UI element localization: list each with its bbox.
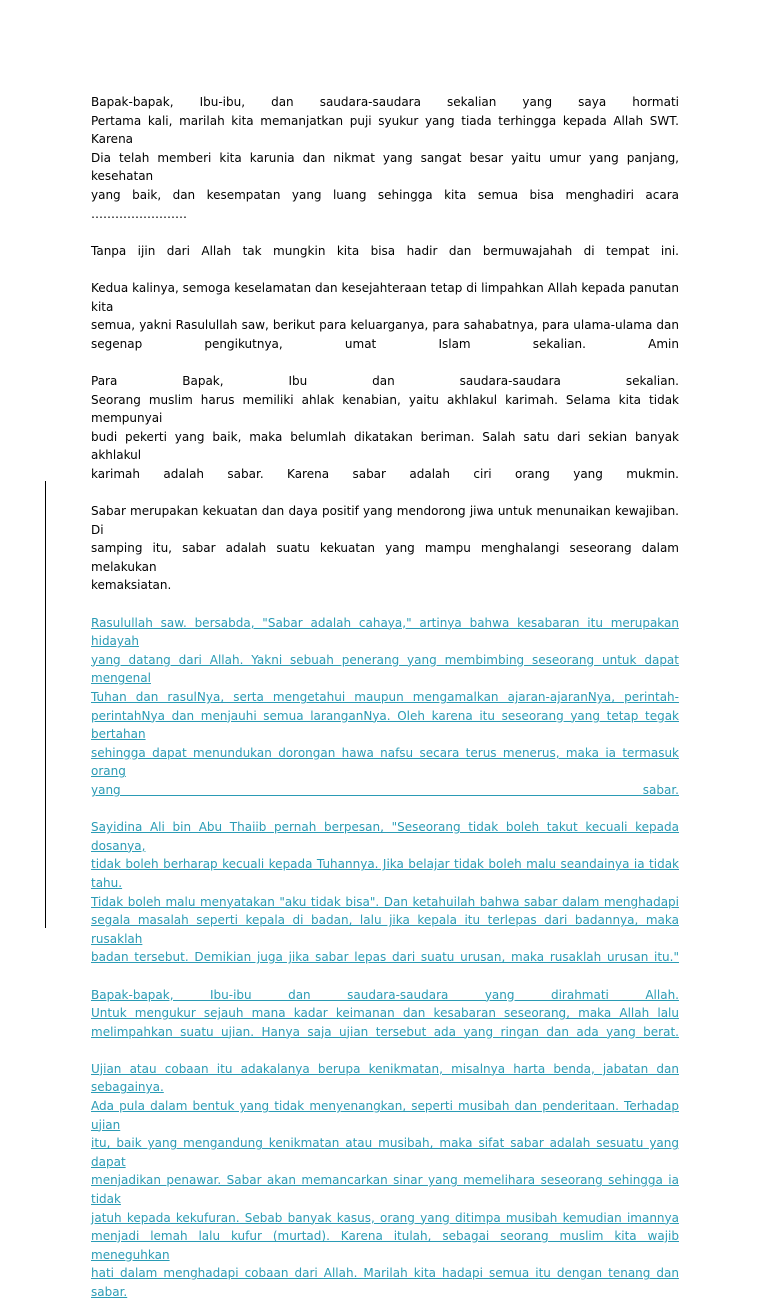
- text-line: Tanpa ijin dari Allah tak mungkin kita bisa hadir dan bermuwajahah di tempat ini.: [91, 243, 679, 258]
- link-line[interactable]: segala masalah seperti kepala di badan, lalu jika kepala itu terlepas dari badannya, maka rusaklah: [91, 913, 679, 946]
- text-line: budi pekerti yang baik, maka belumlah dikatakan beriman. Salah satu dari sekian banyak akhlakul: [91, 429, 679, 463]
- text-line: Sabar merupakan kekuatan dan daya positif yang mendorong jiwa untuk menunaikan kewajiban. Di: [91, 504, 679, 537]
- link-line[interactable]: itu, baik yang mengandung kenikmatan atau musibah, maka sifat sabar adalah sesuatu yang dapat: [91, 1136, 679, 1169]
- change-bar: [45, 481, 46, 928]
- text-line: Bapak-bapak, Ibu-ibu, dan saudara-saudara sekalian yang saya hormati: [91, 95, 679, 109]
- link-line[interactable]: menjadikan penawar. Sabar akan memancarkan sinar yang memelihara seseorang sehingga ia tidak: [91, 1173, 679, 1207]
- link-paragraph-ujian-cobaan[interactable]: [91, 1060, 679, 1302]
- paragraph-greeting: [91, 93, 679, 223]
- link-line[interactable]: Tidak boleh malu menyatakan "aku tidak bisa". Dan ketahuilah bahwa sabar dalam menghadapi: [91, 894, 679, 909]
- text-line: semua, yakni Rasulullah saw, berikut para keluarganya, para sahabatnya, para ulama-ulama dan: [91, 318, 679, 333]
- linked-section: [91, 614, 679, 1302]
- text-line: Para Bapak, Ibu dan saudara-saudara sekalian.: [91, 373, 679, 388]
- link-line[interactable]: Tuhan dan rasulNya, serta mengetahui maupun mengamalkan ajaran-ajaranNya, perintah-: [91, 690, 679, 704]
- text-line: Pertama kali, marilah kita memanjatkan puji syukur yang tiada terhingga kepada Allah SWT. Karena: [91, 113, 679, 147]
- link-line[interactable]: yang datang dari Allah. Yakni sebuah penerang yang membimbing seseorang untuk dapat mengenal: [91, 652, 679, 686]
- paragraph-para-bapak: [91, 372, 679, 484]
- link-paragraph-sayidina-ali[interactable]: [91, 818, 679, 967]
- text-line: karimah adalah sabar. Karena sabar adalah ciri orang yang mukmin.: [91, 466, 679, 481]
- link-line[interactable]: Bapak-bapak, Ibu-ibu dan saudara-saudara yang dirahmati Allah.: [91, 987, 679, 1002]
- link-line[interactable]: menjadi lemah lalu kufur (murtad). Karena itulah, sebagai seorang muslim kita wajib meneguhkan: [91, 1229, 679, 1262]
- text-line: Seorang muslim harus memiliki ahlak kenabian, yaitu akhlakul karimah. Selama kita tidak mempunyai: [91, 392, 679, 426]
- paragraph-ijin: [91, 242, 679, 261]
- link-line[interactable]: badan tersebut. Demikian juga jika sabar lepas dari suatu urusan, maka rusaklah urusan itu.": [91, 950, 679, 965]
- text-line: kemaksiatan.: [91, 578, 172, 593]
- text-line: ……………………: [91, 206, 187, 221]
- link-line[interactable]: sehingga dapat menundukan dorongan hawa nafsu secara terus menerus, maka ia termasuk orang: [91, 745, 679, 779]
- paragraph-sabar: [91, 502, 679, 595]
- text-line: Kedua kalinya, semoga keselamatan dan kesejahteraan tetap di limpahkan Allah kepada panutan kita: [91, 280, 679, 314]
- text-line: segenap pengikutnya, umat Islam sekalian. Amin: [91, 336, 679, 351]
- link-paragraph-ujian-intro[interactable]: [91, 986, 679, 1042]
- link-line[interactable]: Untuk mengukur sejauh mana kadar keimanan dan kesabaran seseorang, maka Allah lalu: [91, 1006, 679, 1021]
- link-paragraph-rasulullah[interactable]: [91, 614, 679, 800]
- link-line[interactable]: melimpahkan suatu ujian. Hanya saja ujian tersebut ada yang ringan dan ada yang berat.: [91, 1024, 679, 1039]
- link-line[interactable]: perintahNya dan menjauhi semua laranganNya. Oleh karena itu seseorang yang tetap tegak bertahan: [91, 708, 679, 742]
- link-line[interactable]: Ujian atau cobaan itu adakalanya berupa kenikmatan, misalnya harta benda, jabatan dan sebagainya.: [91, 1061, 679, 1095]
- link-line[interactable]: Sayidina Ali bin Abu Thaiib pernah berpesan, "Seseorang tidak boleh takut kecuali kepada dosanya,: [91, 820, 679, 853]
- link-line[interactable]: yang sabar.: [91, 782, 679, 797]
- link-line[interactable]: Ada pula dalam bentuk yang tidak menyenangkan, seperti musibah dan penderitaan. Terhadap ujian: [91, 1099, 679, 1132]
- link-line[interactable]: tidak boleh berharap kecuali kepada Tuhannya. Jika belajar tidak boleh malu seandainya ia tidak tahu.: [91, 857, 679, 890]
- link-line[interactable]: hati dalam menghadapi cobaan dari Allah. Marilah kita hadapi semua itu dengan tenang dan sabar.: [91, 1266, 679, 1299]
- text-line: yang baik, dan kesempatan yang luang sehingga kita semua bisa menghadiri acara: [91, 187, 679, 202]
- document-body: [91, 93, 679, 1302]
- link-line[interactable]: Rasulullah saw. bersabda, "Sabar adalah cahaya," artinya bahwa kesabaran itu merupakan hidayah: [91, 615, 679, 649]
- text-line: Dia telah memberi kita karunia dan nikmat yang sangat besar yaitu umur yang panjang, kesehatan: [91, 150, 679, 184]
- text-line: samping itu, sabar adalah suatu kekuatan yang mampu menghalangi seseorang dalam melakukan: [91, 541, 679, 574]
- paragraph-kedua: [91, 279, 679, 353]
- link-line[interactable]: jatuh kepada kekufuran. Sebab banyak kasus, orang yang ditimpa musibah kemudian imannya: [91, 1210, 679, 1225]
